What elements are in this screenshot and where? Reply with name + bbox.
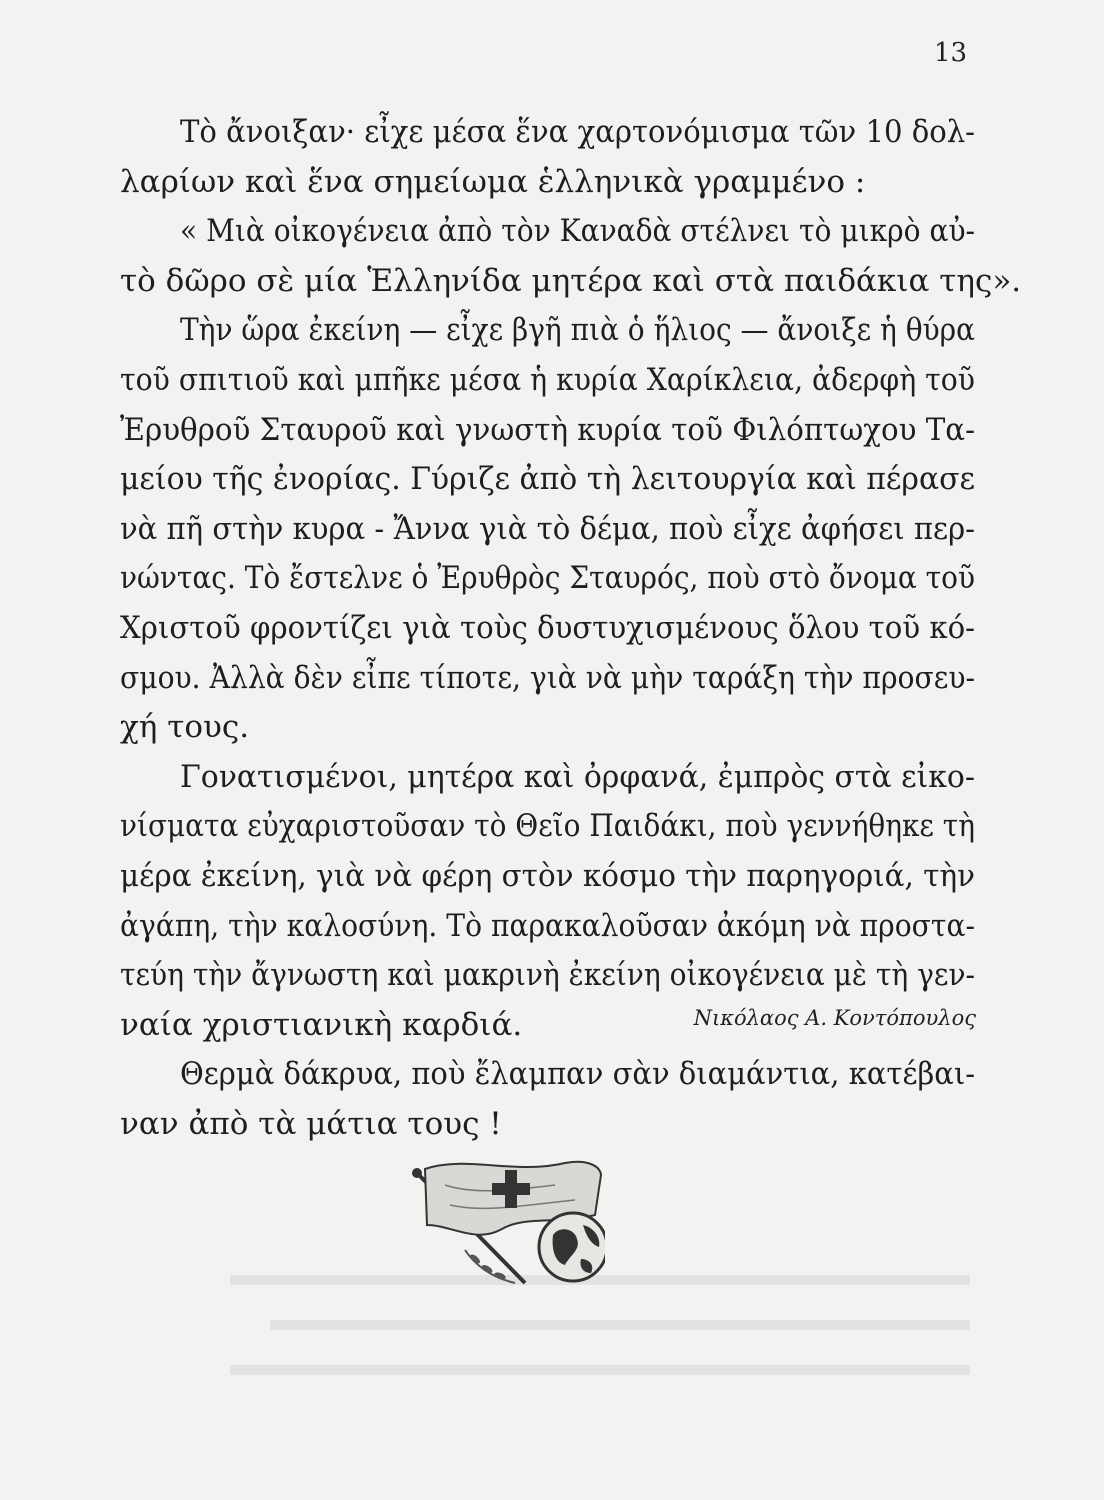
text-line: λαρίων καὶ ἕνα σημείωμα ἑλληνικὰ γραμμένο : bbox=[120, 163, 866, 200]
text-line: Χριστοῦ φροντίζει γιὰ τοὺς δυστυχισμένους ὅλου τοῦ κό- bbox=[120, 609, 975, 646]
author-signature: Νικόλαος Α. Κοντόπουλος bbox=[693, 1006, 976, 1030]
text-line: Θερμὰ δάκρυα, ποὺ ἔλαμπαν σὰν διαμάντια, κατέβαι- bbox=[180, 1056, 975, 1093]
text-line: ναν ἀπὸ τὰ μάτια τους ! bbox=[120, 1105, 502, 1142]
text-line: ναία χριστιανικὴ καρδιά. bbox=[120, 1006, 523, 1043]
article-body bbox=[120, 108, 1022, 1149]
text-line: νώντας. Τὸ ἔστελνε ὁ Ἐρυθρὸς Σταυρός, ποὺ στὸ ὄνομα τοῦ bbox=[120, 560, 975, 597]
text-line: χή τους. bbox=[120, 709, 250, 746]
text-line: σμου. Ἀλλὰ δὲν εἶπε τίποτε, γιὰ νὰ μὴν ταράξη τὴν προσευ- bbox=[120, 659, 975, 696]
bleed-through-texture bbox=[230, 1265, 990, 1395]
text-line: Τὸ ἄνοιξαν· εἶχε μέσα ἕνα χαρτονόμισμα τῶν 10 δολ- bbox=[180, 114, 975, 150]
text-line: ἀγάπη, τὴν καλοσύνη. Τὸ παρακαλοῦσαν ἀκόμη νὰ προστα- bbox=[120, 907, 975, 944]
text-line: τεύη τὴν ἄγνωστη καὶ μακρινὴ ἐκείνη οἰκογένεια μὲ τὴ γεν- bbox=[120, 957, 975, 994]
text-line: νὰ πῆ στὴν κυρα - Ἄννα γιὰ τὸ δέμα, ποὺ εἶχε ἀφήσει περ- bbox=[120, 510, 975, 547]
red-cross-flag-globe-icon bbox=[405, 1155, 605, 1290]
text-line: τὸ δῶρο σὲ μία Ἑλληνίδα μητέρα καὶ στὰ παιδάκια της». bbox=[120, 262, 1022, 299]
text-line: νίσματα εὐχαριστοῦσαν τὸ Θεῖο Παιδάκι, ποὺ γεννήθηκε τὴ bbox=[120, 808, 975, 845]
text-line: Τὴν ὥρα ἐκείνη — εἶχε βγῆ πιὰ ὁ ἥλιος — ἄνοιξε ἡ θύρα bbox=[180, 312, 975, 349]
page-number: 13 bbox=[934, 38, 968, 68]
text-line: Γονατισμένοι, μητέρα καὶ ὀρφανά, ἐμπρὸς στὰ εἰκο- bbox=[180, 758, 975, 795]
text-line: μέρα ἐκείνη, γιὰ νὰ φέρη στὸν κόσμο τὴν παρηγοριά, τὴν bbox=[120, 857, 975, 894]
text-line: Ἐρυθροῦ Σταυροῦ καὶ γνωστὴ κυρία τοῦ Φιλόπτωχου Τα- bbox=[120, 411, 975, 448]
text-line: μείου τῆς ἐνορίας. Γύριζε ἀπὸ τὴ λειτουργία καὶ πέρασε bbox=[120, 461, 975, 498]
text-line: « Μιὰ οἰκογένεια ἀπὸ τὸν Καναδὰ στέλνει τὸ μικρὸ αὐ- bbox=[180, 213, 975, 250]
text-line: τοῦ σπιτιοῦ καὶ μπῆκε μέσα ἡ κυρία Χαρίκλεια, ἀδερφὴ τοῦ bbox=[120, 361, 975, 398]
